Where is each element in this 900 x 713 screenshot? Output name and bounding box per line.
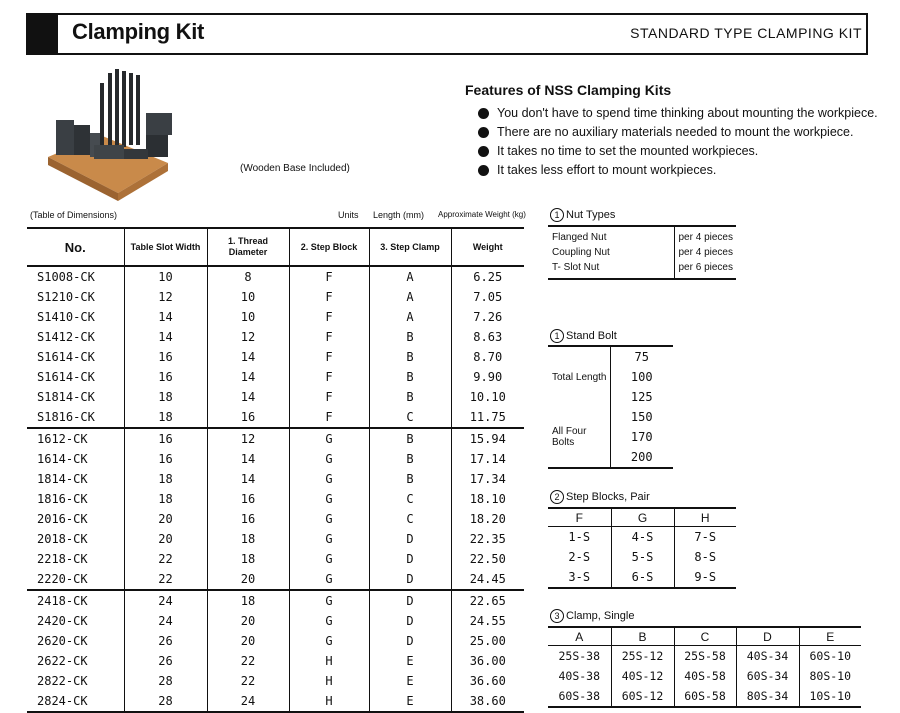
table-cell: 36.00	[451, 651, 524, 671]
feature-item: There are no auxiliary materials needed to mount the workpiece.	[478, 125, 853, 139]
column-header: C	[674, 627, 736, 646]
feature-item: It takes no time to set the mounted workpieces.	[478, 144, 758, 158]
nut-types-heading: 1 Nut Types	[550, 208, 615, 222]
table-cell: 22.65	[451, 590, 524, 611]
page-subtitle: STANDARD TYPE CLAMPING KIT	[630, 25, 862, 41]
table-cell: D	[369, 529, 451, 549]
bolt-length-value: 100	[610, 367, 673, 387]
table-cell: 18	[207, 590, 289, 611]
table-cell: 18	[124, 387, 207, 407]
table-cell: 25S-38	[558, 649, 601, 663]
table-cell: S1816-CK	[37, 410, 95, 424]
feature-item: It takes less effort to mount workpieces.	[478, 163, 716, 177]
table-cell: S1614-CK	[37, 370, 95, 384]
table-cell: 2418-CK	[27, 590, 124, 611]
table-cell: G	[289, 428, 369, 449]
table-cell: 1614-CK	[37, 452, 88, 466]
table-cell: 9.90	[451, 367, 524, 387]
features-title: Features of NSS Clamping Kits	[465, 82, 672, 98]
units-label: Units	[338, 210, 359, 220]
bolt-length-value: 170	[610, 427, 673, 447]
table-cell: 18	[207, 529, 289, 549]
table-row	[27, 287, 524, 307]
table-row	[27, 307, 524, 327]
table-cell: 18.10	[451, 489, 524, 509]
nut-quantity: per 4 pieces	[674, 226, 736, 245]
table-row	[27, 631, 524, 651]
bolt-length-value: 125	[610, 387, 673, 407]
table-cell: 60S-58	[674, 686, 736, 707]
table-row	[27, 327, 524, 347]
table-cell: 10.10	[451, 387, 524, 407]
table-cell: 8	[207, 266, 289, 287]
table-cell: B	[369, 469, 451, 489]
table-cell: G	[289, 590, 369, 611]
table-row	[27, 509, 524, 529]
table-cell: 4-S	[611, 527, 674, 548]
table-cell: 22.50	[451, 549, 524, 569]
bolt-length-value: 200	[610, 447, 673, 468]
table-row	[27, 529, 524, 549]
table-cell: 2218-CK	[37, 552, 88, 566]
table-cell: B	[369, 367, 451, 387]
table-cell: 26	[124, 631, 207, 651]
wooden-base-note: (Wooden Base Included)	[240, 163, 350, 174]
table-cell: 6.25	[451, 266, 524, 287]
table-row	[27, 407, 524, 428]
table-row	[27, 367, 524, 387]
table-cell: 1612-CK	[27, 428, 124, 449]
table-cell: F	[289, 287, 369, 307]
table-cell: 28	[124, 671, 207, 691]
table-cell: 2420-CK	[37, 614, 88, 628]
table-cell: 20	[207, 569, 289, 590]
table-row	[548, 646, 861, 667]
table-cell: 60S-34	[736, 666, 799, 686]
table-cell: 12	[207, 327, 289, 347]
table-cell: A	[369, 307, 451, 327]
table-cell: B	[369, 449, 451, 469]
table-cell: C	[369, 489, 451, 509]
table-cell: 38.60	[451, 691, 524, 712]
table-cell: E	[369, 691, 451, 712]
bullet-icon	[478, 146, 489, 157]
table-cell: G	[289, 569, 369, 590]
nut-name: Coupling Nut	[552, 247, 610, 258]
column-header: G	[611, 508, 674, 527]
table-cell: G	[289, 489, 369, 509]
total-length-label: Total Length	[552, 371, 607, 383]
table-cell: 60S-10	[799, 646, 861, 667]
table-cell: 14	[124, 307, 207, 327]
stand-bolt-heading: 1 Stand Bolt	[550, 329, 617, 343]
table-cell: 14	[207, 469, 289, 489]
table-cell: S1814-CK	[37, 390, 95, 404]
table-cell: 20	[124, 509, 207, 529]
table-row	[27, 387, 524, 407]
table-row	[548, 666, 861, 686]
table-cell: 12	[207, 428, 289, 449]
table-cell: 18	[207, 549, 289, 569]
table-cell: D	[369, 611, 451, 631]
bolt-length-value: 75	[610, 346, 673, 367]
table-cell: 17.14	[451, 449, 524, 469]
table-cell: 2822-CK	[37, 674, 88, 688]
table-row	[27, 266, 524, 287]
table-cell: C	[369, 407, 451, 428]
table-row	[548, 686, 861, 707]
table-cell: 10	[207, 307, 289, 327]
table-row	[548, 245, 736, 260]
column-header: Weight	[451, 228, 524, 266]
table-cell: D	[369, 631, 451, 651]
table-cell: 18.20	[451, 509, 524, 529]
table-cell: 18	[124, 407, 207, 428]
table-cell: 8.70	[451, 347, 524, 367]
bullet-icon	[478, 127, 489, 138]
column-header: 2. Step Block	[289, 228, 369, 266]
table-cell: 40S-58	[674, 666, 736, 686]
table-cell: 80S-34	[736, 686, 799, 707]
table-cell: 7.05	[451, 287, 524, 307]
column-header: No.	[27, 228, 124, 266]
table-cell: 7.26	[451, 307, 524, 327]
table-cell: D	[369, 569, 451, 590]
table-cell: 36.60	[451, 671, 524, 691]
table-cell: 22.35	[451, 529, 524, 549]
table-cell: B	[369, 347, 451, 367]
table-cell: 2824-CK	[27, 691, 124, 712]
table-cell: S1410-CK	[37, 310, 95, 324]
table-cell: 16	[124, 367, 207, 387]
table-cell: F	[289, 367, 369, 387]
table-cell: G	[289, 549, 369, 569]
table-header-row	[27, 228, 524, 266]
table-cell: 2220-CK	[37, 572, 88, 586]
table-row	[548, 527, 736, 548]
table-cell: 2-S	[568, 550, 591, 564]
table-cell: 60S-12	[611, 686, 674, 707]
table-cell: F	[289, 327, 369, 347]
table-cell: 2622-CK	[37, 654, 88, 668]
number-circle-icon: 1	[550, 208, 564, 222]
table-cell: 24.55	[451, 611, 524, 631]
table-cell: 10	[207, 287, 289, 307]
table-cell: 60S-38	[558, 689, 601, 703]
table-cell: 16	[124, 449, 207, 469]
table-cell: G	[289, 631, 369, 651]
table-cell: 14	[124, 327, 207, 347]
table-cell: 25S-58	[674, 646, 736, 667]
feature-item: You don't have to spend time thinking about mounting the workpiece.	[478, 106, 878, 120]
table-cell: 17.34	[451, 469, 524, 489]
table-cell: 22	[207, 671, 289, 691]
table-row	[27, 347, 524, 367]
table-row	[27, 489, 524, 509]
page-title: Clamping Kit	[72, 19, 205, 44]
table-cell: 20	[124, 529, 207, 549]
table-cell: 10	[124, 266, 207, 287]
nut-name: Flanged Nut	[552, 232, 607, 243]
table-cell: 40S-34	[736, 646, 799, 667]
dimensions-title: (Table of Dimensions)	[30, 210, 118, 220]
table-row	[548, 547, 736, 567]
table-row	[27, 569, 524, 590]
number-circle-icon: 2	[550, 490, 564, 504]
table-cell: 24	[207, 691, 289, 712]
table-cell: F	[289, 407, 369, 428]
nut-types-table	[548, 225, 736, 280]
table-cell: S1614-CK	[37, 350, 95, 364]
table-row	[27, 449, 524, 469]
stand-bolt-table	[548, 345, 673, 469]
table-cell: 24	[124, 590, 207, 611]
table-cell: 25S-12	[611, 646, 674, 667]
clamping-kit-image	[38, 65, 178, 205]
table-cell: F	[289, 266, 369, 287]
table-cell: 24	[124, 611, 207, 631]
table-cell: 18	[124, 469, 207, 489]
table-row	[27, 651, 524, 671]
table-cell: 20	[207, 611, 289, 631]
table-cell: G	[289, 449, 369, 469]
table-cell: 7-S	[674, 527, 736, 548]
nut-quantity: per 4 pieces	[674, 245, 736, 260]
table-cell: 16	[124, 347, 207, 367]
table-cell: 22	[207, 651, 289, 671]
table-cell: B	[369, 327, 451, 347]
step-blocks-heading: 2 Step Blocks, Pair	[550, 490, 650, 504]
table-cell: 6-S	[611, 567, 674, 588]
table-cell: 14	[207, 387, 289, 407]
table-cell: 9-S	[674, 567, 736, 588]
table-cell: S1412-CK	[37, 330, 95, 344]
table-cell: 80S-10	[799, 666, 861, 686]
column-header: F	[548, 508, 611, 527]
table-cell: B	[369, 428, 451, 449]
all-four-bolts-label: All Four Bolts	[552, 426, 587, 448]
table-cell: G	[289, 611, 369, 631]
table-cell: 1-S	[568, 530, 591, 544]
table-row	[27, 671, 524, 691]
table-cell: 3-S	[568, 570, 591, 584]
length-unit: Length (mm)	[373, 210, 425, 220]
table-cell: F	[289, 307, 369, 327]
table-cell: 10S-10	[799, 686, 861, 707]
table-row	[27, 590, 524, 611]
table-cell: 25.00	[451, 631, 524, 651]
table-cell: F	[289, 347, 369, 367]
table-cell: 16	[207, 509, 289, 529]
table-cell: A	[369, 266, 451, 287]
table-row	[27, 611, 524, 631]
table-cell: 18	[124, 489, 207, 509]
table-cell: E	[369, 651, 451, 671]
table-cell: 16	[124, 428, 207, 449]
dimensions-table	[27, 227, 524, 713]
clamp-heading: 3 Clamp, Single	[550, 609, 634, 623]
column-header: H	[674, 508, 736, 527]
table-cell: 40S-12	[611, 666, 674, 686]
table-cell: H	[289, 651, 369, 671]
table-cell: 14	[207, 367, 289, 387]
table-cell: G	[289, 469, 369, 489]
column-header: 1. Thread Diameter	[207, 228, 289, 266]
table-cell: 8-S	[674, 547, 736, 567]
table-row	[27, 469, 524, 489]
table-cell: 1816-CK	[37, 492, 88, 506]
table-cell: 14	[207, 347, 289, 367]
table-row	[27, 428, 524, 449]
clamp-table	[548, 626, 861, 708]
column-header: E	[799, 627, 861, 646]
table-row	[27, 691, 524, 712]
table-cell: S1210-CK	[37, 290, 95, 304]
table-cell: 40S-38	[558, 669, 601, 683]
nut-quantity: per 6 pieces	[674, 260, 736, 279]
table-cell: 2016-CK	[37, 512, 88, 526]
table-cell: 14	[207, 449, 289, 469]
table-cell: 26	[124, 651, 207, 671]
table-row	[27, 549, 524, 569]
table-cell: 2620-CK	[37, 634, 88, 648]
table-cell: D	[369, 549, 451, 569]
table-row	[548, 567, 736, 588]
table-cell: 2018-CK	[37, 532, 88, 546]
column-header: 3. Step Clamp	[369, 228, 451, 266]
column-header: B	[611, 627, 674, 646]
bullet-icon	[478, 165, 489, 176]
table-row	[548, 226, 736, 245]
table-cell: C	[369, 509, 451, 529]
table-cell: 8.63	[451, 327, 524, 347]
column-header: Table Slot Width	[124, 228, 207, 266]
table-cell: 1814-CK	[37, 472, 88, 486]
table-cell: 24.45	[451, 569, 524, 590]
table-cell: 11.75	[451, 407, 524, 428]
table-cell: H	[289, 671, 369, 691]
table-cell: 20	[207, 631, 289, 651]
nut-name: T- Slot Nut	[552, 262, 600, 273]
table-cell: 5-S	[611, 547, 674, 567]
table-cell: S1008-CK	[37, 270, 95, 284]
step-blocks-table	[548, 507, 736, 589]
number-circle-icon: 1	[550, 329, 564, 343]
weight-unit: Approximate Weight (kg)	[438, 210, 526, 219]
table-cell: 15.94	[451, 428, 524, 449]
header-black-tab	[26, 13, 58, 55]
table-cell: 22	[124, 549, 207, 569]
table-cell: H	[289, 691, 369, 712]
table-cell: G	[289, 509, 369, 529]
table-cell: 16	[207, 407, 289, 428]
table-cell: B	[369, 387, 451, 407]
bullet-icon	[478, 108, 489, 119]
table-cell: 28	[124, 691, 207, 712]
column-header: A	[548, 627, 611, 646]
table-cell: 22	[124, 569, 207, 590]
table-cell: E	[369, 671, 451, 691]
column-header: D	[736, 627, 799, 646]
number-circle-icon: 3	[550, 609, 564, 623]
table-row	[548, 260, 736, 279]
table-cell: 16	[207, 489, 289, 509]
table-cell: 12	[124, 287, 207, 307]
bolt-length-value: 150	[610, 407, 673, 427]
table-cell: D	[369, 590, 451, 611]
table-cell: G	[289, 529, 369, 549]
table-cell: F	[289, 387, 369, 407]
table-cell: A	[369, 287, 451, 307]
